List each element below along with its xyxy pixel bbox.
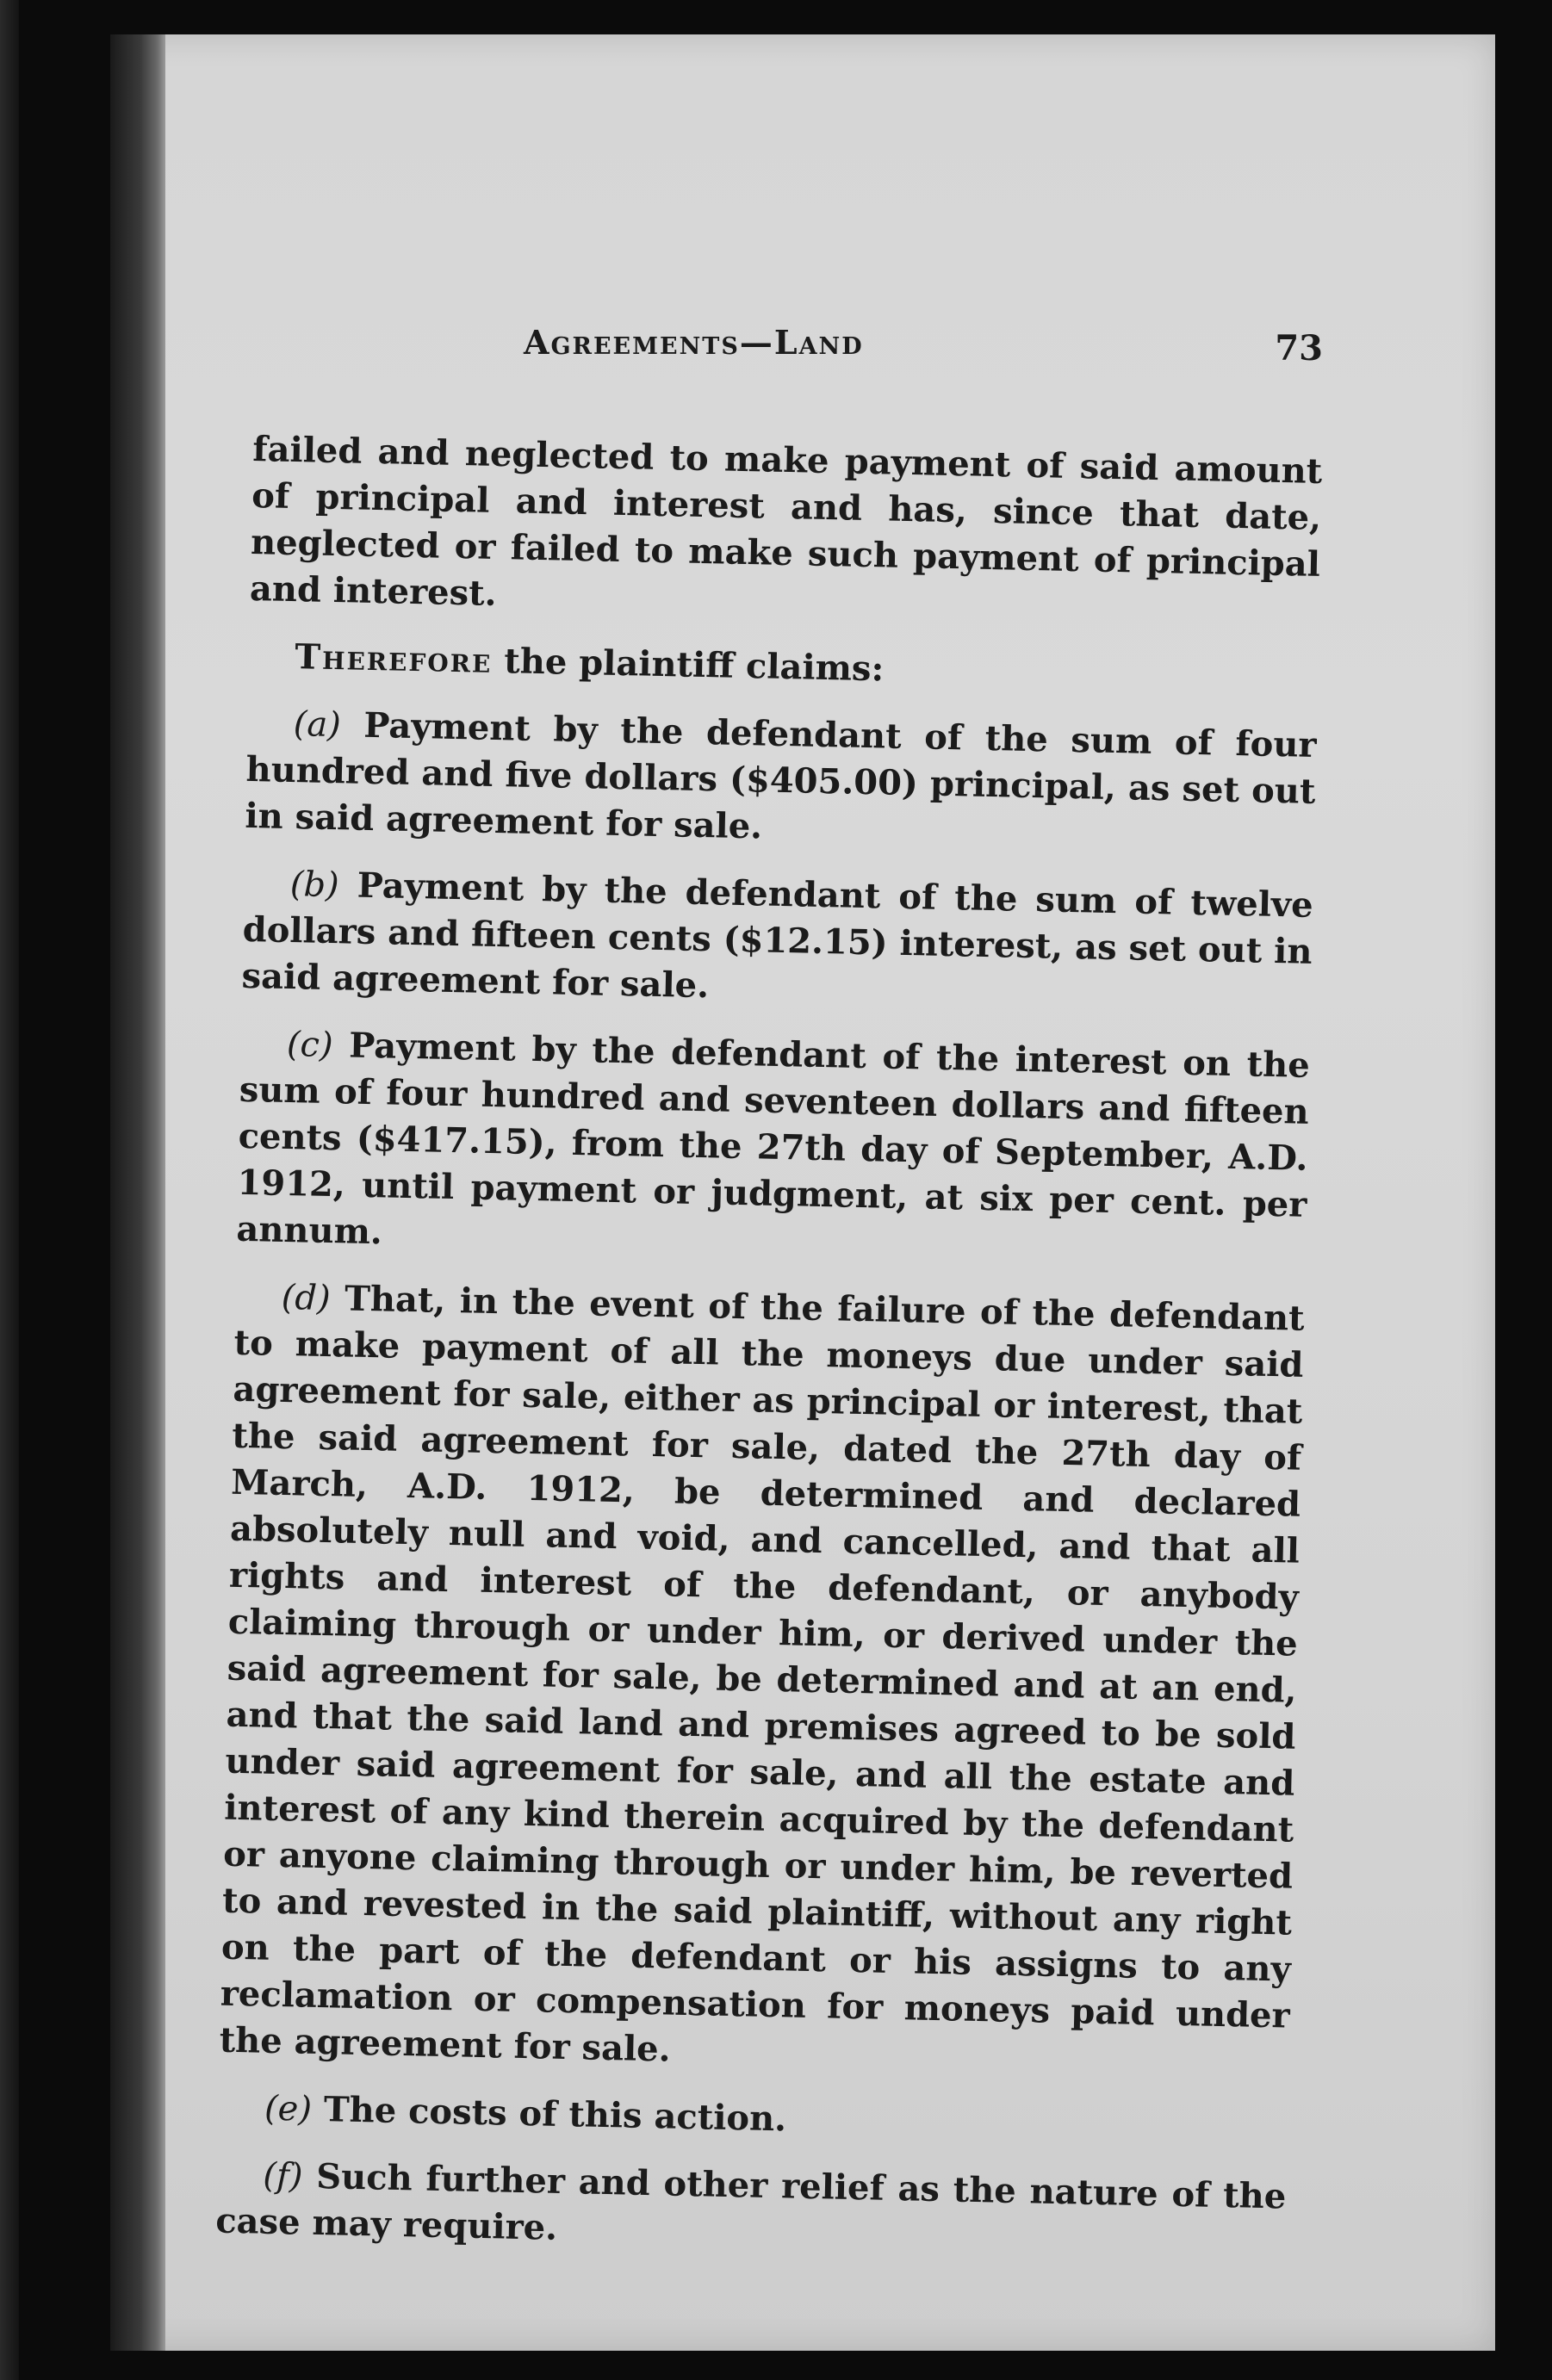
page-gutter-shadow (110, 34, 165, 2351)
claim-d (219, 1274, 1305, 2086)
therefore-lead: Therefore (294, 636, 493, 681)
film-edge (0, 0, 19, 2380)
claim-f-text: Such further and other relief as the nature of the case may require. (214, 2155, 1287, 2248)
claims-intro-text: the plaintiff claims: (491, 640, 885, 690)
claim-c-label: (c) (286, 1024, 334, 1066)
claim-f (215, 2152, 1287, 2267)
running-head: Agreements—Land (524, 323, 864, 362)
claim-d-label: (d) (281, 1277, 332, 1319)
claim-b-text: Payment by the defendant of the sum of twelve dollars and fifteen cents ($12.15) interest, as set out in said agreement for sale. (241, 865, 1314, 1007)
page-header (172, 323, 1323, 375)
book-page (110, 34, 1495, 2351)
claim-f-label: (f) (262, 2155, 303, 2197)
claim-e (218, 2085, 1288, 2154)
claim-e-label: (e) (264, 2088, 313, 2129)
claim-e-text: The costs of this action. (311, 2088, 787, 2140)
page-content (172, 34, 1495, 2351)
claim-a-text: Payment by the defendant of the sum of four hundred and five dollars ($405.00) principal, as set out in said agreement for sale. (245, 704, 1318, 847)
claim-d-text: That, in the event of the failure of the defendant to make payment of all the moneys due under said agreement for sale, either as principal or interest, that the said agreement for sale, dated the 27th day of March, A.D. 1912, be determined and declared absolutely null and void, and cancelled, and that all rights and interest of the defendant, or anybody claiming through or under him, or derived under the said agreement for sale, be determined and at an end, and that the said land and premises agreed to be sold under said agreement for sale, and all the estate and interest of any kind therein acquired by the defendant or anyone claiming through or under him, be reverted to and revested in the said plaintiff, without any right on the part of the defendant or his assigns to any reclamation or compensation for moneys paid under the agreement for sale. (219, 1278, 1306, 2070)
claim-a (245, 700, 1317, 862)
claim-a-label: (a) (293, 704, 342, 746)
claim-c-text: Payment by the defendant of the interest on the sum of four hundred and seventeen dollars and fifteen cents ($417.15), from the 27th day of September, A.D. 1912, until payment or judgment, at six per cent. per annum. (235, 1025, 1311, 1253)
paragraph-continuation: failed and neglected to make payment of said amount of principal and interest and has, since that date, neglected or failed to make such payment of principal and interest. (249, 428, 1323, 614)
claim-b (241, 860, 1313, 1022)
claim-b-label: (b) (289, 865, 340, 906)
claim-c (236, 1020, 1310, 1275)
paragraph-claims-intro (248, 633, 1319, 702)
body-text (214, 426, 1322, 2288)
page-number: 73 (1275, 328, 1323, 369)
